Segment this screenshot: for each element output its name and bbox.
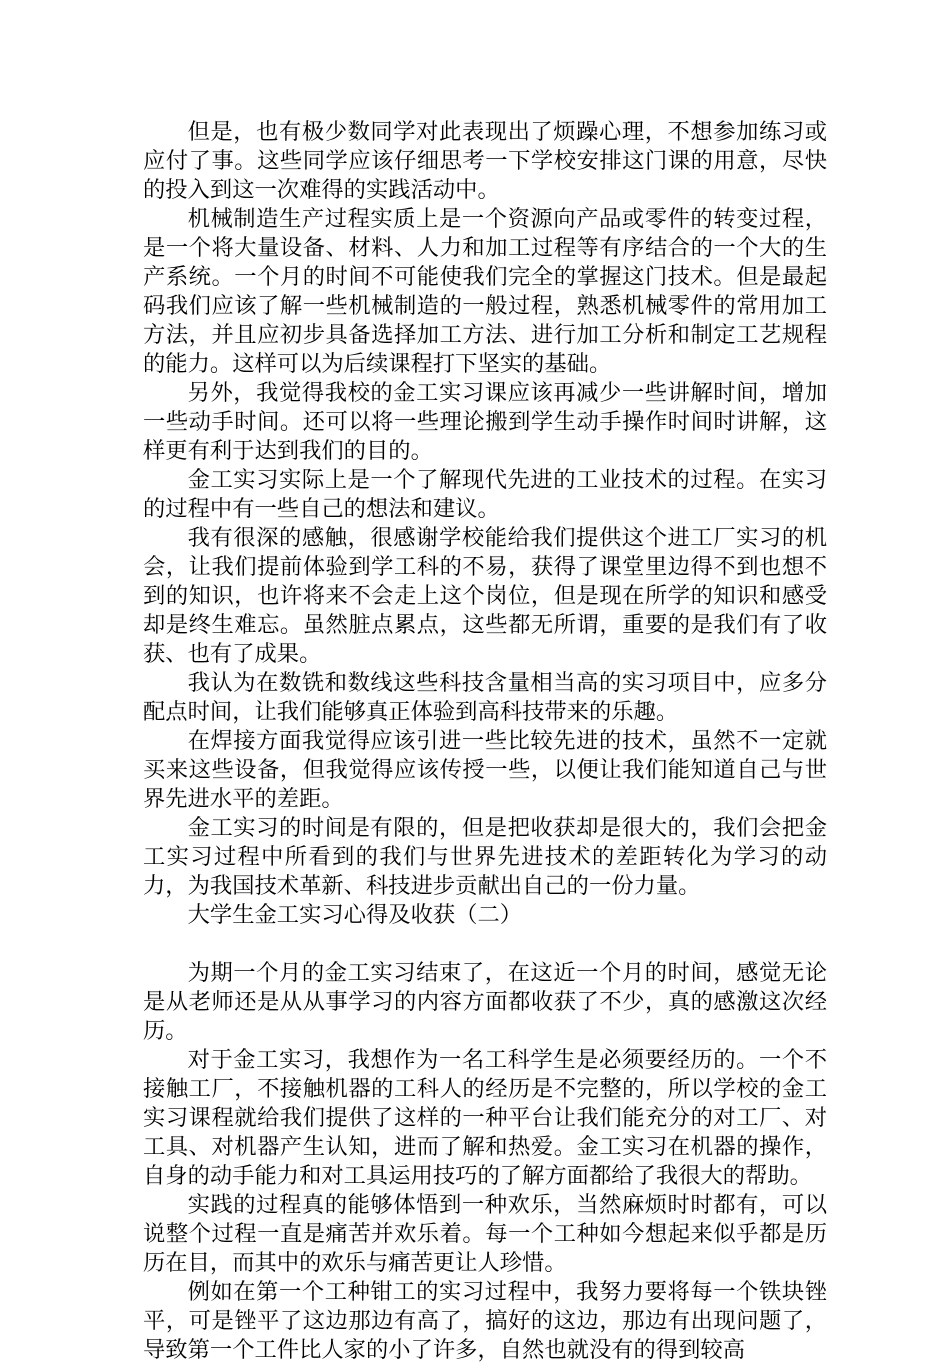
blank-line (143, 930, 827, 959)
paragraph: 例如在第一个工种钳工的实习过程中，我努力要将每一个铁块锉平，可是锉平了这边那边有高了，搞好的这边，那边有出现问题了，导致第一个工件比人家的小了许多，自然也就没有的得到较高 (143, 1279, 827, 1363)
paragraph: 在焊接方面我觉得应该引进一些比较先进的技术，虽然不一定就买来这些设备，但我觉得应该传授一些，以便让我们能知道自己与世界先进水平的差距。 (143, 728, 827, 812)
paragraph: 我有很深的感触，很感谢学校能给我们提供这个进工厂实习的机会，让我们提前体验到学工科的不易，获得了课堂里边得不到也想不到的知识，也许将来不会走上这个岗位，但是现在所学的知识和感受却是终生难忘。虽然脏点累点，这些都无所谓，重要的是我们有了收获、也有了成果。 (143, 525, 827, 667)
paragraph: 实践的过程真的能够体悟到一种欢乐，当然麻烦时时都有，可以说整个过程一直是痛苦并欢乐着。每一个工种如今想起来似乎都是历历在目，而其中的欢乐与痛苦更让人珍惜。 (143, 1192, 827, 1276)
paragraph: 机械制造生产过程实质上是一个资源向产品或零件的转变过程，是一个将大量设备、材料、人力和加工过程等有序结合的一个大的生产系统。一个月的时间不可能使我们完全的掌握这门技术。但是最起码我们应该了解一些机械制造的一般过程，熟悉机械零件的常用加工方法，并且应初步具备选择加工方法、进行加工分析和制定工艺规程的能力。这样可以为后续课程打下坚实的基础。 (143, 206, 827, 377)
paragraph: 另外，我觉得我校的金工实习课应该再减少一些讲解时间，增加一些动手时间。还可以将一些理论搬到学生动手操作时间时讲解，这样更有利于达到我们的目的。 (143, 380, 827, 464)
paragraph: 金工实习的时间是有限的，但是把收获却是很大的，我们会把金工实习过程中所看到的我们与世界先进技术的差距转化为学习的动力，为我国技术革新、科技进步贡献出自己的一份力量。 (143, 815, 827, 899)
paragraph: 但是，也有极少数同学对此表现出了烦躁心理，不想参加练习或应付了事。这些同学应该仔细思考一下学校安排这门课的用意，尽快的投入到这一次难得的实践活动中。 (143, 119, 827, 203)
paragraph: 对于金工实习，我想作为一名工科学生是必须要经历的。一个不接触工厂，不接触机器的工科人的经历是不完整的，所以学校的金工实习课程就给我们提供了这样的一种平台让我们能充分的对工厂、对工具、对机器产生认知，进而了解和热爱。金工实习在机器的操作，自身的动手能力和对工具运用技巧的了解方面都给了我很大的帮助。 (143, 1047, 827, 1189)
paragraph: 我认为在数铣和数线这些科技含量相当高的实习项目中，应多分配点时间，让我们能够真正体验到高科技带来的乐趣。 (143, 670, 827, 725)
section-title: 大学生金工实习心得及收获（二） (187, 902, 523, 928)
paragraph: 金工实习实际上是一个了解现代先进的工业技术的过程。在实习的过程中有一些自己的想法和建议。 (143, 467, 827, 522)
paragraph: 为期一个月的金工实习结束了，在这近一个月的时间，感觉无论是从老师还是从从事学习的内容方面都收获了不少，真的感激这次经历。 (143, 960, 827, 1044)
document-page (143, 118, 827, 1365)
